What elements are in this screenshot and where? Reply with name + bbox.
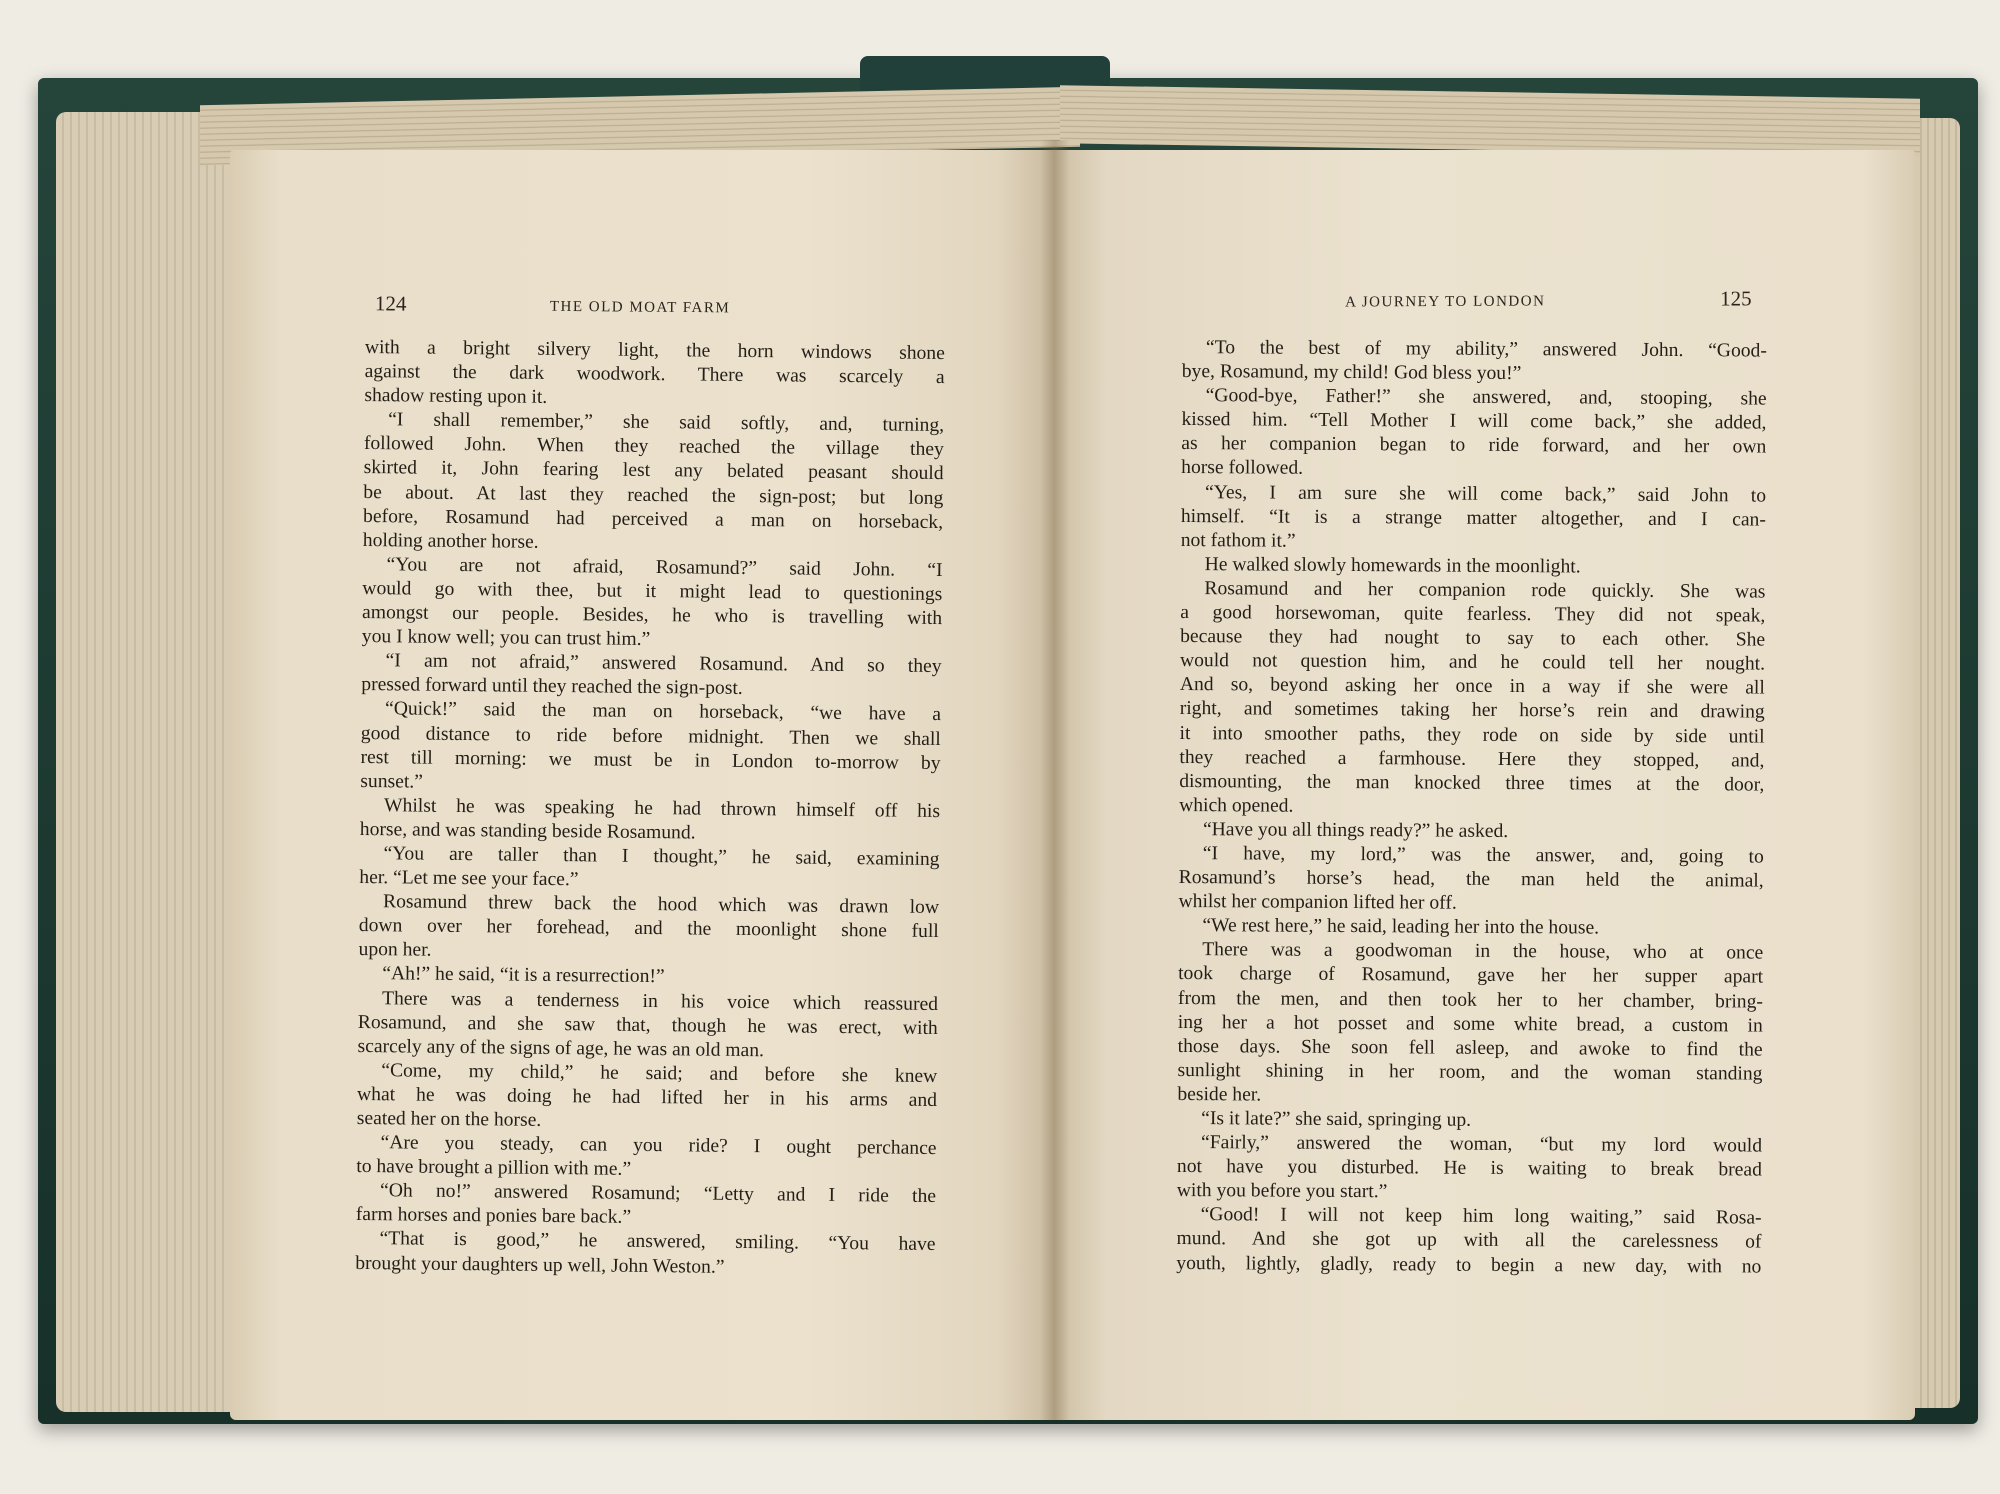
text-line: beside her. [1177,1083,1262,1106]
text-line: it into smoother paths, they rode on side by side until [1179,722,1765,748]
text-line: Rosamund’s horse’s head, the man held the animal, [1178,867,1764,892]
text-line: “Oh no!” answered Rosamund; “Letty and I ride the [379,1180,937,1208]
text-line: to have brought a pillion with me.” [356,1156,632,1181]
text-line: “We rest here,” he said, leading her into the house. [1202,915,1600,939]
left-running-head [230,290,1055,323]
text-line: bye, Rosamund, my child! God bless you!” [1181,361,1522,385]
text-line: not fathom it.” [1180,529,1296,552]
text-line: There was a tenderness in his voice which reassured [381,987,939,1015]
text-line: “You are taller than I thought,” he said, examining [383,843,940,871]
text-line: “Quick!” said the man on horseback, “we have a [384,698,942,726]
right-running-head [1055,285,1915,316]
text-line: with you before you start.” [1176,1180,1388,1203]
text-line: “Come, my child,” he said; and before she knew [381,1060,938,1087]
text-line: from the men, and then took her to her chamber, bring- [1177,987,1764,1013]
right-page-number: 125 [1719,286,1752,311]
text-line: sunset.” [360,770,424,793]
text-line: right, and sometimes taking her horse’s rein and drawing [1179,698,1765,723]
text-line: they reached a farmhouse. Here they stopped, and, [1179,746,1765,772]
text-line: shadow resting upon it. [364,385,548,409]
text-line: before, Rosamund had perceived a man on horseback, [363,505,944,533]
left-page [230,150,1055,1420]
text-line: took charge of Rosamund, gave her her supper apart [1178,963,1764,988]
right-page-text [1176,336,1767,1279]
text-line: “That is good,” he answered, smiling. “You have [379,1228,936,1256]
text-line: “To the best of my ability,” answered John. “Good- [1205,337,1767,362]
text-line: Whilst he was speaking he had thrown himself off his [383,795,941,822]
text-line: horse, and was standing beside Rosamund. [359,818,696,844]
right-page [1055,150,1915,1420]
text-line: as her companion began to ride forward, and her own [1181,433,1767,458]
text-line: sunlight shining in her room, and the woman standing [1177,1059,1763,1085]
text-line: you I know well; you can trust him.” [361,626,651,651]
text-line: “I have, my lord,” was the answer, and, going to [1202,843,1764,868]
text-line: not have you disturbed. He is waiting to break bread [1176,1156,1762,1181]
left-running-title: THE OLD MOAT FARM [549,298,731,317]
text-line: “Are you steady, can you ride? I ought perchance [380,1132,937,1160]
text-line: with a bright silvery light, the horn windows shone [364,336,945,365]
text-line: good distance to ride before midnight. Then we shall [360,722,941,750]
text-line: would not question him, and he could tell her nought. [1179,650,1766,675]
text-line: There was a goodwoman in the house, who at once [1202,939,1764,964]
text-line: be about. At last they reached the sign-post; but long [363,481,944,509]
text-line: mund. And she got up with all the carelessness of [1176,1228,1762,1254]
text-line: because they had nought to say to each other. She [1180,626,1766,651]
text-line: “Is it late?” she said, springing up. [1201,1108,1472,1131]
text-line: And so, beyond asking her once in a way if she were all [1179,674,1765,699]
left-page-number: 124 [374,291,407,316]
text-line: seated her on the horse. [356,1107,542,1131]
text-line: Rosamund threw back the hood which was drawn low [382,891,940,919]
text-line: “You are not afraid, Rosamund?” said John. “I [386,554,943,581]
text-line: “Good! I will not keep him long waiting,” said Rosa- [1200,1204,1762,1229]
text-line: would go with thee, but it might lead to questionings [362,577,943,605]
text-line: ing her a hot posset and some white bread, a custom in [1177,1011,1763,1037]
text-line: himself. “It is a strange matter altogether, and I can- [1180,505,1766,531]
text-line: whilst her companion lifted her off. [1178,891,1457,914]
text-line: farm horses and ponies bare back.” [355,1204,632,1229]
text-line: Rosamund and her companion rode quickly. She was [1204,578,1766,603]
text-line: skirted it, John fearing lest any belated peasant should [363,457,944,485]
text-line: kissed him. “Tell Mother I will come back,” she added, [1181,409,1767,434]
text-line: her. “Let me see your face.” [359,867,579,891]
text-line: “Good-bye, Father!” she answered, and, stooping, she [1205,385,1767,410]
text-line: “Fairly,” answered the woman, “but my lord would [1201,1132,1763,1157]
text-line: dismounting, the man knocked three times at the door, [1179,770,1765,796]
text-line: pressed forward until they reached the sign-post. [361,674,743,700]
right-running-title: A JOURNEY TO LONDON [1345,293,1546,311]
text-line: youth, lightly, gladly, ready to begin a new day, with no [1176,1252,1762,1278]
text-line: brought your daughters up well, John Weston.” [355,1252,725,1278]
text-line: amongst our people. Besides, he who is travelling with [361,602,943,630]
text-line: a good horsewoman, quite fearless. They did not speak, [1180,602,1766,627]
text-line: which opened. [1179,794,1294,817]
text-line: against the dark woodwork. There was scarcely a [364,361,945,389]
text-line: what he was doing he had lifted her in his arms and [356,1083,938,1111]
text-line: “I shall remember,” she said softly, and, turning, [388,409,945,437]
text-line: “I am not afraid,” answered Rosamund. And so they [385,650,942,678]
text-line: those days. She soon fell asleep, and awoke to find the [1177,1035,1763,1061]
text-line: Rosamund, and she saw that, though he was erect, with [357,1011,938,1039]
text-line: “Ah!” he said, “it is a resurrection!” [382,963,665,988]
text-line: holding another horse. [362,529,539,553]
text-line: scarcely any of the signs of age, he was an old man. [357,1035,765,1061]
text-line: horse followed. [1181,457,1304,480]
text-line: rest till morning: we must be in London to-morrow by [360,746,941,774]
text-line: “Yes, I am sure she will come back,” said John to [1204,481,1767,507]
text-line: followed John. When they reached the village they [363,433,944,461]
text-line: upon her. [358,939,432,962]
left-page-text [355,336,945,1282]
book-gutter [1040,140,1070,1420]
left-page-edges [56,112,236,1412]
text-line: “Have you all things ready?” he asked. [1202,819,1509,842]
text-line: He walked slowly homewards in the moonlight. [1204,553,1581,578]
text-line: down over her forehead, and the moonlight shone full [358,915,939,943]
